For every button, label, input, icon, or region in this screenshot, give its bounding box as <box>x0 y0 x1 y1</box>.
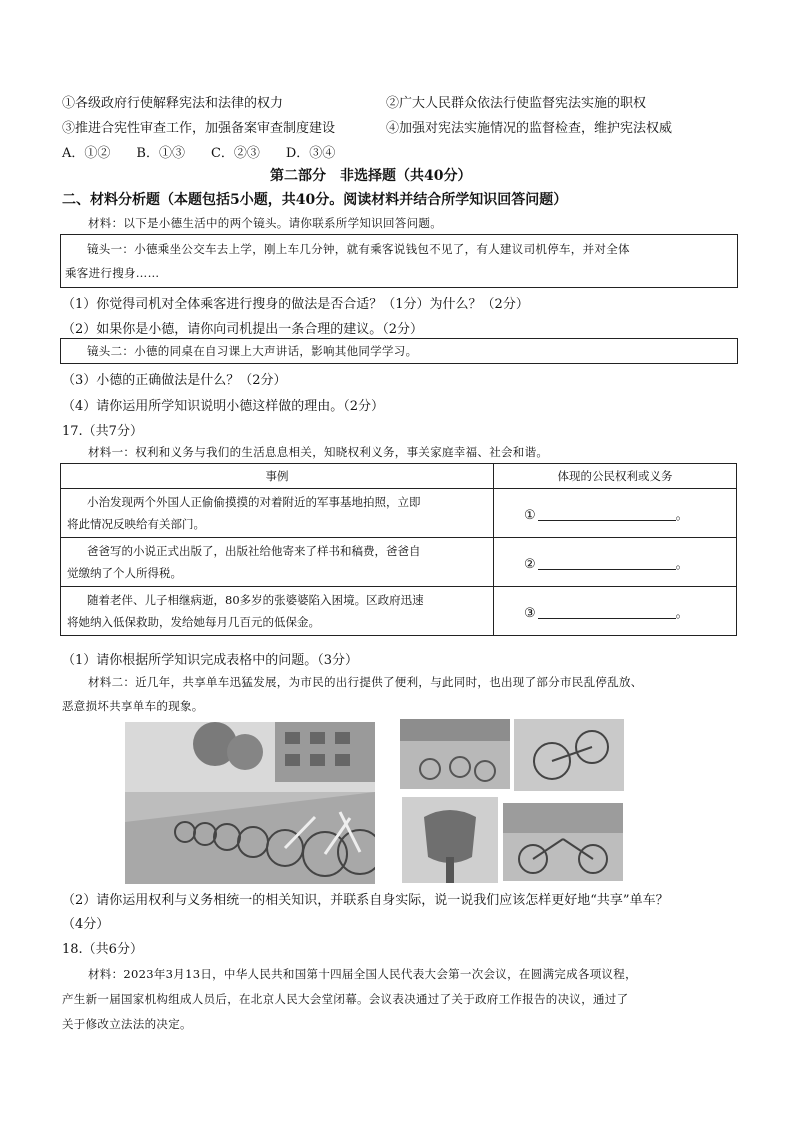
option-3: ③推进合宪性审查工作，加强备案审查制度建设 <box>62 121 336 136</box>
rights-duties-table <box>60 463 737 636</box>
option-1: ①各级政府行使解释宪法和法律的权力 <box>62 96 284 111</box>
parked-bikes-photo <box>400 719 510 789</box>
option-2: ②广大人民群众依法行使监督宪法实施的职权 <box>386 96 647 111</box>
q16-question-3: （3）小德的正确做法是什么？（2分） <box>62 373 287 388</box>
damaged-bike-photo <box>503 803 623 881</box>
lens1-box <box>60 234 738 288</box>
case-line: 觉缴纳了个人所得税。 <box>67 566 182 580</box>
q18-material-line3: 关于修改立法法的决定。 <box>62 1017 192 1031</box>
table-header-case: 事例 <box>61 464 494 489</box>
lens1-line1: 镜头一：小德乘坐公交车去上学，刚上车几分钟，就有乘客说钱包不见了，有人建议司机停车，并对全体 <box>87 242 630 256</box>
answer-end: 。 <box>675 556 689 572</box>
answer-end: 。 <box>675 605 689 621</box>
q17-question-2-line2: （4分） <box>62 917 110 932</box>
case-line: 小治发现两个外国人正偷偷摸摸的对着附近的军事基地拍照，立即 <box>87 495 421 509</box>
table-row <box>61 587 737 636</box>
q16-question-1: （1）你觉得司机对全体乘客进行搜身的做法是否合适？（1分）为什么？（2分） <box>62 297 529 312</box>
table-header-rights: 体现的公民权利或义务 <box>494 464 737 489</box>
part-title: 第二部分 非选择题（共40分） <box>270 168 472 184</box>
answer-blank-3[interactable] <box>538 604 676 619</box>
shared-bikes-row-photo <box>125 722 375 884</box>
answer-blank-1[interactable] <box>538 506 676 521</box>
case-line: 随着老伴、儿子相继病逝，80多岁的张婆婆陷入困境。区政府迅速 <box>87 593 424 607</box>
q18-material-line1: 材料：2023年3月13日，中华人民共和国第十四届全国人民代表大会第一次会议，在圆满完成各项议程， <box>88 967 637 981</box>
q17-material2-line2: 恶意损坏共享单车的现象。 <box>62 699 204 713</box>
answer-end: 。 <box>675 507 689 523</box>
answer-blank-2[interactable] <box>538 555 676 570</box>
q18-material-line2: 产生新一届国家机构组成人员后，在北京人民大会堂闭幕。会议表决通过了关于政府工作报告的决议，通过了 <box>62 992 629 1006</box>
case-line: 将她纳入低保救助，发给她每月几百元的低保金。 <box>67 615 320 629</box>
q17-header: 17.（共7分） <box>62 424 143 439</box>
answer-choices: A．①② B．①③ C．②③ D．③④ <box>62 146 336 161</box>
table-row <box>61 538 737 587</box>
broken-seat-photo <box>402 797 498 883</box>
fallen-bike-photo <box>514 719 624 791</box>
q16-question-4: （4）请你运用所学知识说明小德这样做的理由。（2分） <box>62 399 385 414</box>
q17-material2-line1: 材料二：近几年，共享单车迅猛发展，为市民的出行提供了便利，与此同时，也出现了部分市民乱停乱放、 <box>88 675 643 689</box>
section-title: 二、材料分析题（本题包括5小题，共40分。阅读材料并结合所学知识回答问题） <box>62 192 568 208</box>
q17-question-2-line1: （2）请你运用权利与义务相统一的相关知识，并联系自身实际，说一说我们应该怎样更好地“共享”单车？ <box>62 893 669 908</box>
case-line: 爸爸写的小说正式出版了，出版社给他寄来了样书和稿费，爸爸自 <box>87 544 421 558</box>
lens1-line2: 乘客进行搜身…… <box>65 266 160 280</box>
answer-mark: ① <box>524 507 536 523</box>
answer-mark: ③ <box>524 605 536 621</box>
case-line: 将此情况反映给有关部门。 <box>67 517 205 531</box>
q18-header: 18.（共6分） <box>62 942 143 957</box>
option-4: ④加强对宪法实施情况的监督检查，维护宪法权威 <box>386 121 673 136</box>
q17-question-1: （1）请你根据所学知识完成表格中的问题。（3分） <box>62 653 359 668</box>
lens2-text: 镜头二：小德的同桌在自习课上大声讲话，影响其他同学学习。 <box>87 344 418 358</box>
lens2-box <box>60 338 738 364</box>
table-row <box>61 489 737 538</box>
answer-mark: ② <box>524 556 536 572</box>
q16-question-2: （2）如果你是小德，请你向司机提出一条合理的建议。（2分） <box>62 322 424 337</box>
q17-material1: 材料一：权利和义务与我们的生活息息相关，知晓权利义务，事关家庭幸福、社会和谐。 <box>88 445 549 459</box>
q16-intro: 材料：以下是小德生活中的两个镜头。请你联系所学知识回答问题。 <box>88 216 442 230</box>
